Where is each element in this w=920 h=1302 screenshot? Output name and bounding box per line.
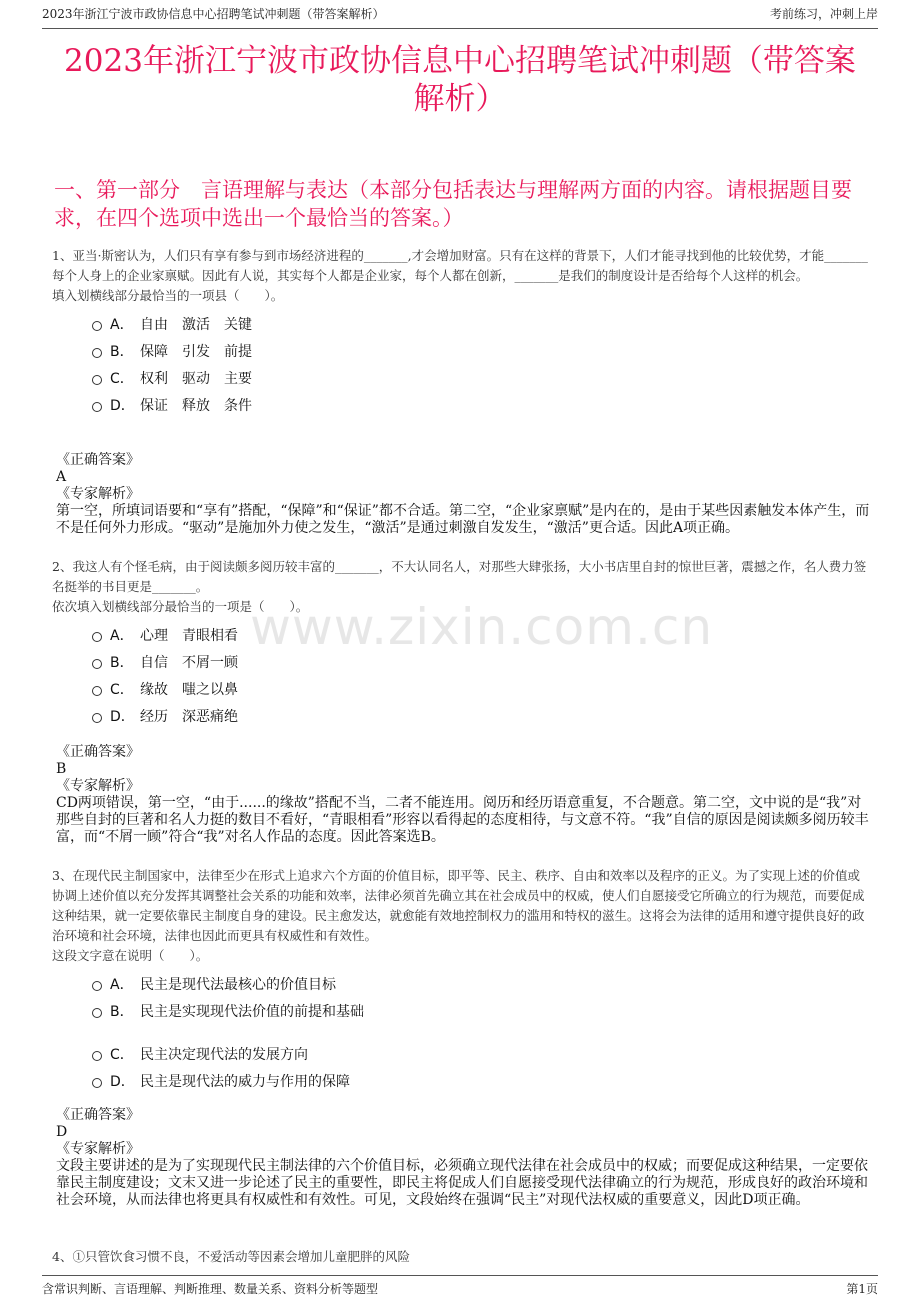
option-a[interactable]: A． 心理 青眼相看 bbox=[92, 621, 872, 648]
answer-label: 《正确答案》 bbox=[56, 452, 140, 468]
question-stem: 3、在现代民主制国家中，法律至少在形式上追求六个方面的价值目标，即平等、民主、秩序、自由和效率以及程序的正义。为了实现上述的价值或协调上述价值以充分发挥其调整社会关系的功能和效率，法律必须首先确立其在社会成员中的权威，使人们自愿接受它所确立的行为规范，而要促成这种结果，就一定要依靠民主制度自身的建设。民主愈发达，就愈能有效地控制权力的滥用和特权的滋生。这将会为法律的适用和遵守提供良好的政治环境和社会环境，法律也因此而更具有权威性和有效性。 bbox=[52, 868, 865, 943]
option-a[interactable]: A． 民主是现代法最核心的价值目标 bbox=[92, 970, 872, 997]
header-doc-title: 2023年浙江宁波市政协信息中心招聘笔试冲刺题（带答案解析） bbox=[42, 7, 385, 21]
option-c[interactable]: C． 民主决定现代法的发展方向 bbox=[92, 1040, 872, 1067]
radio-icon[interactable] bbox=[92, 632, 102, 642]
question-stem: 2、我这人有个怪毛病，由于阅读颇多阅历较丰富的_______，不大认同名人，对那些大肆张扬，大小书店里自封的惊世巨著，震撼之作，名人费力签名挺举的书目更是_______。 bbox=[52, 559, 867, 594]
section-heading: 一、第一部分 言语理解与表达（本部分包括表达与理解两方面的内容。请根据题目要求，在四个选项中选出一个最恰当的答案。） bbox=[54, 178, 852, 230]
answer-value: B bbox=[56, 761, 67, 777]
analysis-text: 第一空，所填词语要和“享有”搭配，“保障”和“保证”都不合适。第二空，“企业家禀赋”是内在的，是由于某些因素触发本体产生，而不是任何外力形成。“驱动”是施加外力使之发生，“激活”是通过刺激自发发生，“激活”更合适。因此A项正确。 bbox=[56, 503, 870, 536]
radio-icon[interactable] bbox=[92, 1078, 102, 1088]
radio-icon[interactable] bbox=[92, 713, 102, 723]
page-footer bbox=[42, 1275, 878, 1302]
page-number: 第1页 bbox=[846, 1282, 878, 1296]
radio-icon[interactable] bbox=[92, 1051, 102, 1061]
answer-block-2 bbox=[56, 744, 872, 846]
footer-description: 含常识判断、言语理解、判断推理、数量关系、资料分析等题型 bbox=[42, 1282, 379, 1296]
radio-icon[interactable] bbox=[92, 686, 102, 696]
radio-icon[interactable] bbox=[92, 981, 102, 991]
question-1 bbox=[52, 246, 872, 418]
option-c[interactable]: C． 权利 驱动 主要 bbox=[92, 364, 872, 391]
analysis-label: 《专家解析》 bbox=[56, 486, 140, 502]
answer-value: D bbox=[56, 1124, 68, 1140]
header-slogan: 考前练习，冲刺上岸 bbox=[769, 7, 878, 21]
analysis-text: 文段主要讲述的是为了实现现代民主制法律的六个价值目标，必须确立现代法律在社会成员中的权威；而要促成这种结果，一定要依靠民主制度建设；文末又进一步论述了民主的重要性，即民主将促成人们自愿接受现代法律确立的行为规范，形成良好的政治环境和社会环境，从而法律也将更具有权威性和有效性。可见，文段始终在强调“民主”对现代法权威的重要意义，因此D项正确。 bbox=[56, 1158, 868, 1208]
option-d[interactable]: D． 经历 深恶痛绝 bbox=[92, 702, 872, 729]
answer-value: A bbox=[56, 469, 67, 485]
option-b[interactable]: B． 自信 不屑一顾 bbox=[92, 648, 872, 675]
page-header bbox=[42, 0, 878, 29]
option-d[interactable]: D． 保证 释放 条件 bbox=[92, 391, 872, 418]
radio-icon[interactable] bbox=[92, 1008, 102, 1018]
option-d[interactable]: D． 民主是现代法的威力与作用的保障 bbox=[92, 1067, 872, 1094]
question-stem: 4、①只管饮食习惯不良，不爱活动等因素会增加儿童肥胖的风险 bbox=[52, 1249, 410, 1264]
document-title: 2023年浙江宁波市政协信息中心招聘笔试冲刺题（带答案解析） bbox=[64, 43, 856, 117]
question-prompt: 依次填入划横线部分最恰当的一项是（ ）。 bbox=[52, 599, 309, 614]
answer-label: 《正确答案》 bbox=[56, 1107, 140, 1123]
answer-block-1 bbox=[56, 452, 872, 537]
option-b[interactable]: B． 民主是实现现代法价值的前提和基础 bbox=[92, 997, 872, 1024]
question-4 bbox=[52, 1247, 872, 1265]
analysis-label: 《专家解析》 bbox=[56, 778, 140, 794]
answer-block-3 bbox=[56, 1107, 872, 1209]
question-3 bbox=[52, 866, 872, 1094]
analysis-text: CD两项错误，第一空，“由于......的缘故”搭配不当，二者不能连用。阅历和经历语意重复，不合题意。第二空，文中说的是“我”对那些自封的巨著和名人力挺的数目不看好，“青眼相看”形容以看得起的态度相待，与文意不符。“我”自信的原因是阅读颇多阅历较丰富，而“不屑一顾”符合“我”对名人作品的态度。因此答案选B。 bbox=[56, 795, 869, 845]
option-c[interactable]: C． 缘故 嗤之以鼻 bbox=[92, 675, 872, 702]
radio-icon[interactable] bbox=[92, 321, 102, 331]
question-stem: 1、亚当·斯密认为，人们只有享有参与到市场经济进程的_______,才会增加财富。只有在这样的背景下，人们才能寻找到他的比较优势，才能_______每个人身上的企业家禀赋。因此有人说，其实每个人都是企业家，每个人都在创新，_______是我们的制度设计是否给每个人这样的机会。 bbox=[52, 248, 868, 283]
radio-icon[interactable] bbox=[92, 348, 102, 358]
question-prompt: 这段文字意在说明（ ）。 bbox=[52, 948, 209, 963]
radio-icon[interactable] bbox=[92, 402, 102, 412]
option-a[interactable]: A． 自由 激活 关键 bbox=[92, 310, 872, 337]
radio-icon[interactable] bbox=[92, 375, 102, 385]
answer-label: 《正确答案》 bbox=[56, 744, 140, 760]
radio-icon[interactable] bbox=[92, 659, 102, 669]
watermark: www.zixin.com.cn bbox=[250, 598, 714, 656]
option-b[interactable]: B． 保障 引发 前提 bbox=[92, 337, 872, 364]
question-prompt: 填入划横线部分最恰当的一项县（ ）。 bbox=[52, 288, 284, 303]
analysis-label: 《专家解析》 bbox=[56, 1141, 140, 1157]
question-2 bbox=[52, 557, 872, 729]
